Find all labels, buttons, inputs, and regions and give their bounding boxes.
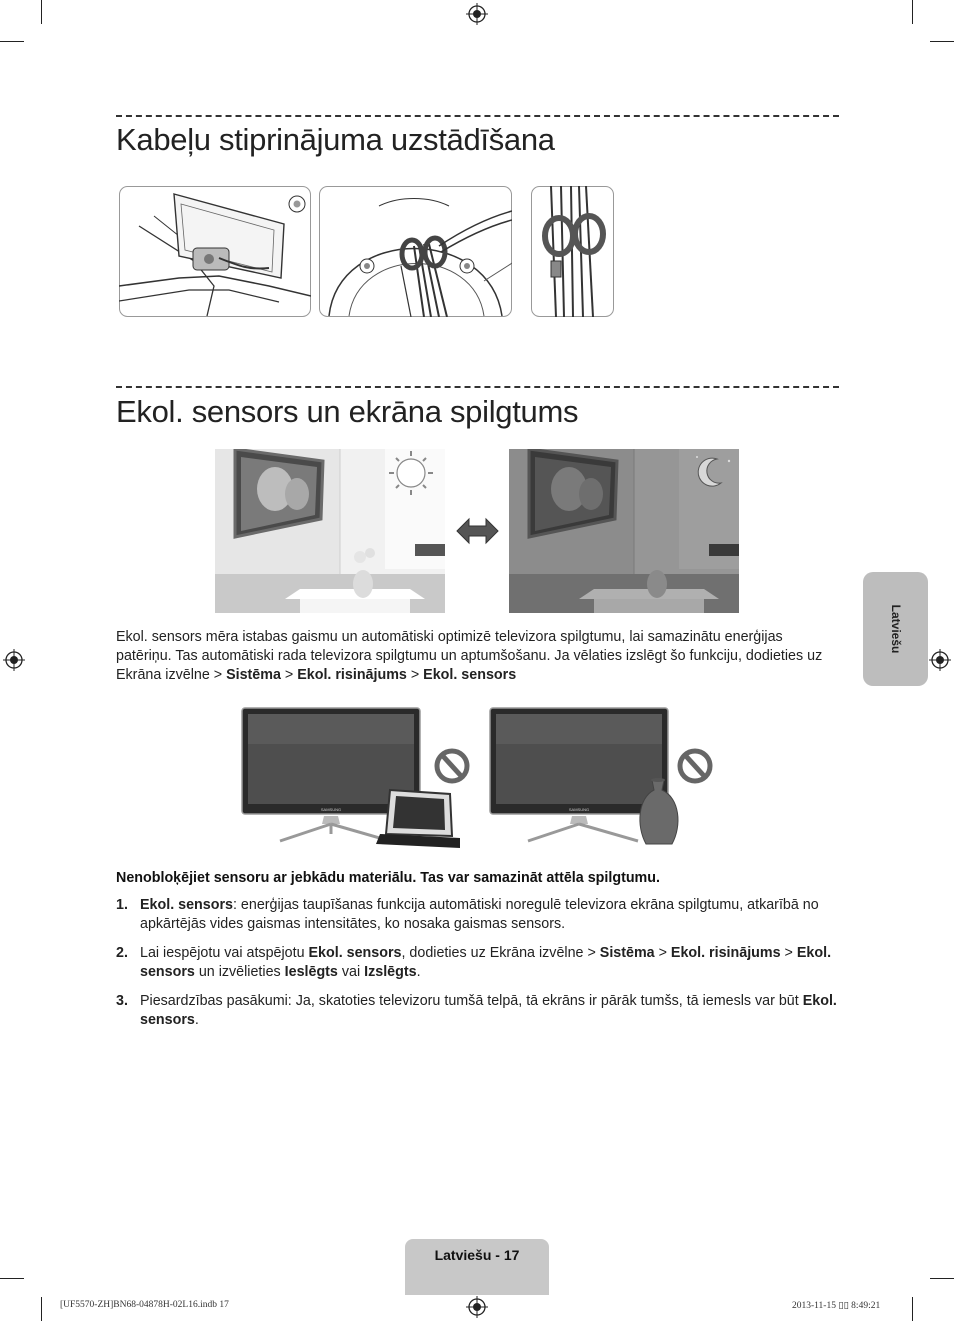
registration-mark-icon [466, 1296, 488, 1318]
crop-mark [0, 41, 24, 42]
registration-mark-icon [929, 649, 951, 671]
bold-term: Izslēgts [364, 964, 417, 980]
section-title-eco-sensor: Ekol. sensors un ekrāna spilgtums [116, 394, 579, 429]
list-text: , dodieties uz Ekrāna izvēlne > [401, 945, 600, 961]
intro-text: Ekol. sensors mēra istabas gaismu un automātiski optimizē televizora spilgtumu, lai samazinātu enerģijas patēriņu. Tas automātiski rada televizora spilgtumu un aptumšošanu. Ja vēlaties izslēgt šo funkciju, dodieties uz Ekrāna izvēlne > [116, 629, 823, 683]
list-text: vai [337, 964, 365, 980]
menu-separator: > [280, 667, 298, 683]
bold-term: Ieslēgts [284, 964, 338, 980]
cable-holder-illustration-detail [531, 186, 614, 317]
crop-mark [930, 41, 954, 42]
bold-term: Ekol. sensors [140, 897, 233, 913]
section-title-cable-holder: Kabeļu stiprinājuma uzstādīšana [116, 122, 555, 157]
bold-term: Ekol. sensors [140, 945, 832, 980]
bold-term: Ekol. risinājums [670, 945, 781, 961]
double-arrow-icon [455, 516, 500, 546]
bold-term: Ekol. sensors [308, 945, 402, 961]
page-number-tab [405, 1239, 549, 1295]
list-number: 2. [116, 945, 128, 961]
cable-holder-illustration-back [319, 186, 512, 317]
prohibited-icon [680, 751, 710, 781]
crop-mark [41, 1297, 42, 1321]
prohibited-icon [437, 751, 467, 781]
list-item [116, 992, 841, 1030]
print-file-info: [UF5570-ZH]BN68-04878H-02L16.indb 17 [60, 1300, 229, 1310]
bold-term: Sistēma [599, 945, 655, 961]
list-number: 1. [116, 897, 128, 913]
menu-path-eco-sensor: Ekol. sensors [423, 667, 517, 683]
menu-path-system: Sistēma [226, 667, 281, 683]
list-item [116, 896, 841, 934]
print-timestamp: 2013-11-15 ▯▯ 8:49:21 [792, 1301, 881, 1311]
section-divider [116, 386, 839, 388]
language-side-tab-label: Latviešu [888, 604, 903, 654]
cable-holder-illustration-stand [119, 186, 311, 317]
list-text: . [194, 1012, 199, 1028]
list-text: . [416, 964, 421, 980]
language-side-tab [863, 572, 928, 686]
eco-sensor-notes-list [116, 896, 841, 1040]
list-text: Piesardzības pasākumi: Ja, skatoties televizoru tumšā telpā, tā ekrāns ir pārāk tumšs, tā iemesls var būt [140, 993, 803, 1009]
crop-mark [912, 0, 913, 24]
menu-path-eco-solution: Ekol. risinājums [297, 667, 407, 683]
bold-term: Ekol. sensors [140, 993, 837, 1028]
registration-mark-icon [3, 649, 25, 671]
crop-mark [41, 0, 42, 24]
sensor-warning: Nenobloķējiet sensoru ar jebkādu materiālu. Tas var samazināt attēla spilgtumu. [116, 870, 660, 886]
list-text: > [654, 945, 671, 961]
list-text: : enerģijas taupīšanas funkcija automātiski noregulē televizora ekrāna spilgtumu, atkarībā no apkārtējās vides gaismas intensitātes, ko nosaka gaismas sensors. [140, 897, 819, 932]
room-night-illustration [509, 449, 739, 613]
tv-brand-label: SAMSUNG [320, 807, 342, 812]
registration-mark-icon [466, 3, 488, 25]
list-text: un izvēlieties [194, 964, 285, 980]
room-day-illustration [215, 449, 445, 613]
crop-mark [930, 1278, 954, 1279]
crop-mark [0, 1278, 24, 1279]
section-divider [116, 115, 839, 117]
crop-mark [912, 1297, 913, 1321]
page-number: Latviešu - 17 [434, 1247, 520, 1263]
menu-separator: > [406, 667, 424, 683]
tv-sensor-blocked-illustration [240, 706, 720, 854]
list-text: Lai iespējotu vai atspējotu [140, 945, 309, 961]
list-text: > [780, 945, 797, 961]
tv-brand-label: SAMSUNG [568, 807, 590, 812]
list-item [116, 944, 841, 982]
eco-sensor-intro [116, 628, 841, 685]
list-number: 3. [116, 993, 128, 1009]
